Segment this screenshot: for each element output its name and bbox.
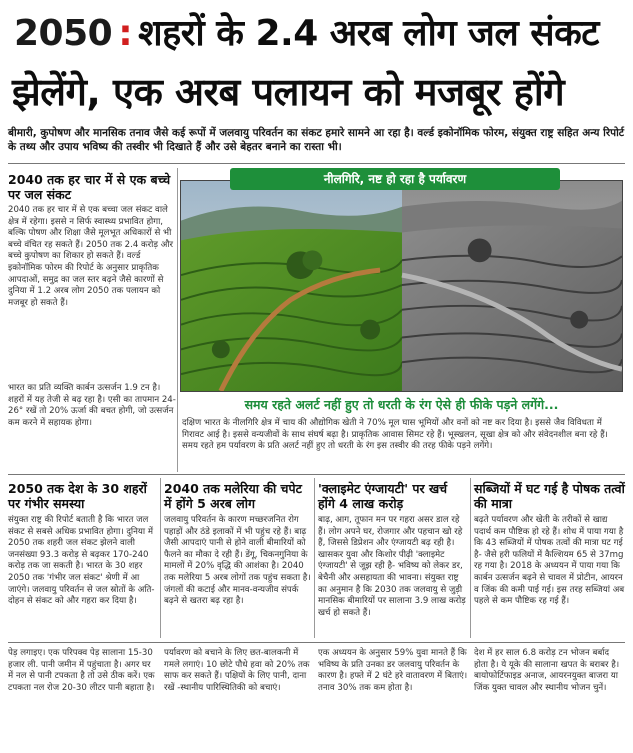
story-3-title: 'क्लाइमेट एंग्जायटी' पर खर्च होंगे 4 लाख करोड़	[318, 481, 448, 511]
story-4-body: बढ़ते पर्यावरण और खेती के तरीकों से खाद्य पदार्थ कम पौष्टिक हो रहे हैं। शोध में पाया गया है कि 43 सब्जियों में पोषक तत्वों की मात्रा घट गई है- जैसे हरी फलियों में कैल्शियम 65 से 37mg रह गया है। 2018 के अध्ययन में पाया गया कि कार्बन उत्सर्जन बढ़ने से चावल में प्रोटीन, आयरन व जिंक की कमी पाई गई। इस तरह सब्जियां अब पहले से कम पौष्टिक रह गई हैं।	[474, 515, 625, 607]
divider	[314, 478, 315, 638]
divider	[8, 163, 625, 164]
left-story	[8, 172, 176, 309]
tip-2: पर्यावरण को बचाने के लिए छत-बालकनी में गमले लगाएं। 10 छोटे पौधे हवा को 20% तक साफ कर सकते हैं। पक्षियों के लिए पानी, दाना रखें -स्थानीय पारिस्थितिकी को बचाएं।	[164, 648, 310, 693]
headline-line-1	[14, 12, 599, 56]
divider	[470, 478, 471, 638]
divider	[8, 474, 625, 475]
story-column-3	[318, 481, 468, 619]
headline-year: 2050	[14, 13, 113, 54]
story-column-4	[474, 481, 625, 608]
divider	[177, 168, 178, 472]
story-3-body: बाढ़, आग, तूफान मन पर गहरा असर डाल रहे हैं। लोग अपने घर, रोजगार और पहचान खो रहे हैं, जिससे डिप्रेशन और एंग्जायटी बढ़ रही है। खासकर युवा और किशोर पीढ़ी 'क्लाइमेट एंग्जायटी' से जूझ रही है- भविष्य को लेकर डर, बेचैनी और असहायता की भावना। संयुक्त राष्ट्र का अनुमान है कि 2030 तक जलवायु से जुड़ी मानसिक बीमारियों पर सालाना 3.9 लाख करोड़ खर्च हो सकते हैं।	[318, 515, 466, 618]
feature-tagline: समय रहते अलर्ट नहीं हुए तो धरती के रंग ऐसे ही फीके पड़ने लगेंगे...	[244, 397, 559, 412]
story-column-1	[8, 481, 158, 608]
story-2-title: 2040 तक मलेरिया की चपेट में होंगे 5 अरब लोग	[164, 481, 302, 511]
divider	[160, 478, 161, 638]
story-1-body: संयुक्त राष्ट्र की रिपोर्ट बताती है कि भारत जल संकट से सबसे अधिक प्रभावित होगा। दुनिया में 2050 तक शहरी जल संकट झेलने वाली जनसंख्या 93.3 करोड़ से बढ़कर 170-240 करोड़ तक जा सकती है। भारत के 30 शहर 2050 तक 'गंभीर जल संकट' श्रेणी में आ जाएंगे। जलवायु परिवर्तन से जल स्रोतों के अति-दोहन से संकट को और गहरा कर दिया है।	[8, 515, 155, 607]
feature-banner: नीलगिरि, नष्ट हो रहा है पर्यावरण	[230, 168, 560, 190]
headline-line-2: झेलेंगे, एक अरब पलायन को मजबूर होंगे	[12, 70, 565, 114]
tip-1: पेड़ लगाइए। एक परिपक्व पेड़ सालाना 15-30 हजार ली. पानी जमीन में पहुंचाता है। अगर घर में नल से पानी टपकता है तो उसे ठीक करें। एक टपकता नल रोज 20-30 लीटर पानी बहाता है।	[8, 648, 155, 693]
feature-caption: दक्षिण भारत के नीलगिरि क्षेत्र में चाय की औद्योगिक खेती ने 70% मूल घास भूमियों और वनों को नष्ट कर दिया है। इससे जैव विविधता में गिरावट आई है। इससे वन्यजीवों के साथ संघर्ष बढ़ा है। प्राकृतिक आवास सिमट रहे हैं। भूस्खलन, सूखा क्षेत्र को और संवेदनशील बना रहे हैं। समय रहते हम पर्यावरण के प्रति अलर्ट नहीं हुए तो धरती के रंग इस तस्वीर की तरह फीके पड़ने लगेंगे।	[182, 418, 608, 452]
divider	[8, 642, 625, 643]
left-story-body: 2040 तक हर चार में से एक बच्चा जल संकट वाले क्षेत्र में रहेगा। इससे न सिर्फ स्वास्थ्य प्रभावित होगा, बल्कि पोषण और शिक्षा जैसे मूलभूत अधिकारों से भी बच्चे वंचित रह सकते हैं। 2050 तक 2.4 करोड़ और बच्चे कुपोषण का शिकार हो सकते हैं। वर्ल्ड इकोनॉमिक फोरम की रिपोर्ट के अनुसार प्राकृतिक आपदाओं, समुद्र का जल स्तर बढ़ने जैसे कारणों से दुनिया में 1.2 अरब लोग 2050 तक पलायन को मजबूर हो सकते हैं।	[8, 205, 174, 308]
headline-colon: :	[118, 13, 133, 54]
headline-line-1-text: शहरों के 2.4 अरब लोग जल संकट	[138, 13, 599, 54]
headline	[8, 6, 628, 124]
feature-photo	[180, 180, 623, 392]
story-4-title: सब्जियों में घट गई है पोषक तत्वों की मात्रा	[474, 481, 625, 511]
left-story-title: 2040 तक हर चार में से एक बच्चे पर जल संकट	[8, 172, 171, 202]
tip-4: देश में हर साल 6.8 करोड़ टन भोजन बर्बाद होता है। ये यूके की सालाना खपत के बराबर है। बायोफोर्टिफाइड अनाज, आयरनयुक्त बाजरा या जिंक युक्त चावल और स्थानीय भोजन चुनें।	[474, 648, 620, 693]
tea-plantation-image	[181, 181, 622, 391]
tip-3: एक अध्ययन के अनुसार 59% युवा मानते हैं कि भविष्य के प्रति उनका डर जलवायु परिवर्तन के कारण है। हफ्ते में 2 घंटे हरे वातावरण में बिताएं। तनाव 30% तक कम होता है।	[318, 648, 468, 693]
story-column-2	[164, 481, 312, 608]
intro-paragraph: बीमारी, कुपोषण और मानसिक तनाव जैसे कई रूपों में जलवायु परिवर्तन का संकट हमारे सामने आ रहा है। वर्ल्ड इकोनॉमिक फोरम, संयुक्त राष्ट्र सहित अन्य रिपोर्ट के तथ्य और उपाय भविष्य की तस्वीर भी दिखाते हैं और उसे बेहतर बनाने का रास्ता भी।	[8, 127, 625, 153]
left-story-tip: भारत का प्रति व्यक्ति कार्बन उत्सर्जन 1.9 टन है। शहरों में यह तेजी से बढ़ रहा है। एसी का तापमान 24-26° रखें तो 20% ऊर्जा की बचत होगी, जो उत्सर्जन कम करने में सहायक होगा।	[8, 383, 176, 428]
story-2-body: जलवायु परिवर्तन के कारण मच्छरजनित रोग पहाड़ों और ठंडे इलाकों में भी पहुंच रहे हैं। बाढ़ जैसी आपदाएं पानी से होने वाली बीमारियों को फैलने का मौका दे रही हैं। डेंगू, चिकनगुनिया के मामलों में 20% वृद्धि की आशंका है। 2040 तक मलेरिया 5 अरब लोगों तक पहुंच सकता है। जंगलों की कटाई और मानव-वन्यजीव संपर्क बढ़ने से खतरा बढ़ रहा है।	[164, 515, 311, 607]
story-1-title: 2050 तक देश के 30 शहरों पर गंभीर समस्या	[8, 481, 147, 511]
